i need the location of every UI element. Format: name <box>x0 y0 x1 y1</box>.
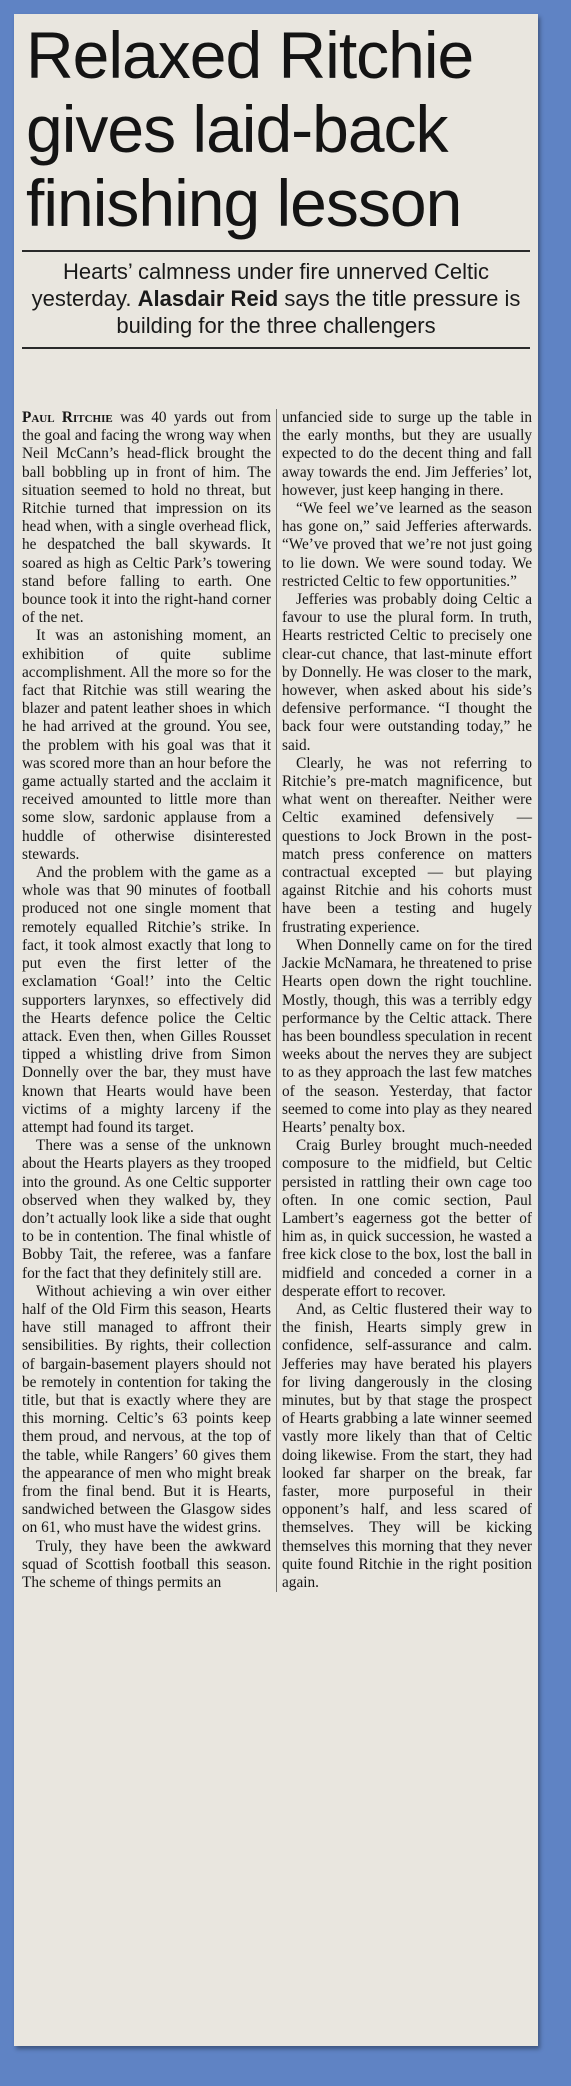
article-paragraph: And, as Celtic flustered their way to the finish, Hearts simply grew in confidence, self-assurance and calm. Jefferies may have berated his players for living dangerously in the closing minutes, but by that stage the prospect of Hearts grabbing a late winner seemed vastly more likely than that of Celtic doing likewise. From the start, they had looked far sharper on the break, far faster, more purposeful in their opponent’s half, and less scared of themselves. They will be kicking themselves this morning that they never quite found Ritchie in the right position again. <box>282 1300 532 1591</box>
article-paragraph: And the problem with the game as a whole was that 90 minutes of football produced not one single moment that remotely equalled Ritchie’s strike. In fact, it took almost exactly that long to put even the first letter of the exclamation ‘Goal!’ into the Celtic supporters larynxes, so effectively did the Hearts defence police the Celtic attack. Even then, when Gilles Rousset tipped a whistling drive from Simon Donnelly over the bar, they must have known that Hearts would have been victims of a mighty larceny if the attempt had found its target. <box>22 864 271 1136</box>
article-paragraph: There was a sense of the unknown about the Hearts players as they trooped into the ground. As one Celtic supporter observed when they walked by, they don’t actually look like a side that ought to be in contention. The final whistle of Bobby Tait, the referee, was a fanfare for the fact that they definitely still are. <box>22 1137 271 1282</box>
article-paragraph: unfancied side to surge up the table in the early months, but they are usually expected to do the decent thing and fall away towards the end. Jim Jefferies’ lot, however, just keep hanging in there. <box>282 409 532 499</box>
article-paragraph: Jefferies was probably doing Celtic a favour to use the plural form. In truth, Hearts restricted Celtic to precisely one clear-cut chance, that last-minute effort by Donnelly. He was closer to the mark, however, when asked about his side’s defensive performance. “I thought the back four were outstanding today,” he said. <box>282 591 532 754</box>
standfirst-text-a: Hearts’ calmness under fire unnerved Celtic yesterday. <box>31 259 489 311</box>
headline-line-1: Relaxed Ritchie <box>26 18 474 92</box>
newspaper-clipping <box>14 14 538 2046</box>
byline: Alasdair Reid <box>137 286 279 311</box>
article-paragraph: It was an astonishing moment, an exhibition of quite sublime accomplishment. All the more so for the fact that Ritchie was still wearing the blazer and patent leather shoes in which he had arrived at the ground. You see, the problem with his goal was that it was scored more than an hour before the game actually started and the acclaim it received amounted to little more than some slow, sardonic applause from a huddle of otherwise disinterested stewards. <box>22 627 271 863</box>
article-paragraph: Craig Burley brought much-needed composure to the midfield, but Celtic persisted in rattling their own cage too often. In one comic section, Paul Lambert’s eagerness got the better of him as, in quick succession, he wasted a free kick close to the box, lost the ball in midfield and conceded a corner in a desperate effort to recover. <box>282 1137 532 1300</box>
standfirst-text-b: says the title pressure is building for the three challengers <box>116 286 521 338</box>
headline <box>14 14 538 240</box>
article-body <box>22 409 532 1592</box>
lead-name: Paul Ritchie <box>22 409 113 426</box>
article-paragraph: Clearly, he was not referring to Ritchie’s pre-match magnificence, but what went on thereafter. Neither were Celtic examined defensively — questions to Jock Brown in the post-match press conference on matters contractual excepted — but playing against Ritchie and his cohorts must have been a testing and hugely frustrating experience. <box>282 754 532 936</box>
article-column-right <box>282 409 532 1592</box>
article-paragraph: Paul Ritchie was 40 yards out from the goal and facing the wrong way when Neil McCann’s head-flick brought the ball bobbling up in front of him. The situation seemed to hold no threat, but Ritchie turned that impression on its head when, with a single overhead flick, he despatched the ball skywards. It soared as high as Celtic Park’s towering stand before falling to earth. One bounce took it into the right-hand corner of the net. <box>22 409 271 627</box>
standfirst <box>22 258 530 339</box>
article-paragraph: “We feel we’ve learned as the season has gone on,” said Jefferies afterwards. “We’ve proved that we’re not just going to lie down. We were sound today. We restricted Celtic to few opportunities.” <box>282 500 532 590</box>
headline-line-2: gives laid-back <box>26 92 448 166</box>
divider-rule <box>22 250 530 252</box>
article-paragraph: When Donnelly came on for the tired Jackie McNamara, he threatened to prise Hearts open down the right touchline. Mostly, though, this was a terribly edgy performance by the Celtic attack. There has been boundless speculation in recent weeks about the nerves they are subject to as they approach the last few matches of the season. Yesterday, that factor seemed to come into play as they neared Hearts’ penalty box. <box>282 936 532 1136</box>
divider-rule <box>22 347 530 349</box>
headline-line-3: finishing lesson <box>26 166 462 240</box>
article-column-left <box>22 409 277 1592</box>
article-paragraph: Without achieving a win over either half of the Old Firm this season, Hearts have still managed to affront their sensibilities. By rights, their collection of bargain-basement players should not be remotely in contention for taking the title, but that is exactly where they are this morning. Celtic’s 63 points keep them proud, and nervous, at the top of the table, while Rangers’ 60 gives them the appearance of men who might break from the final bend. But it is Hearts, sandwiched between the Glasgow sides on 61, who must have the widest grins. <box>22 1282 271 1537</box>
article-paragraph: Truly, they have been the awkward squad of Scottish football this season. The scheme of things permits an <box>22 1537 271 1591</box>
